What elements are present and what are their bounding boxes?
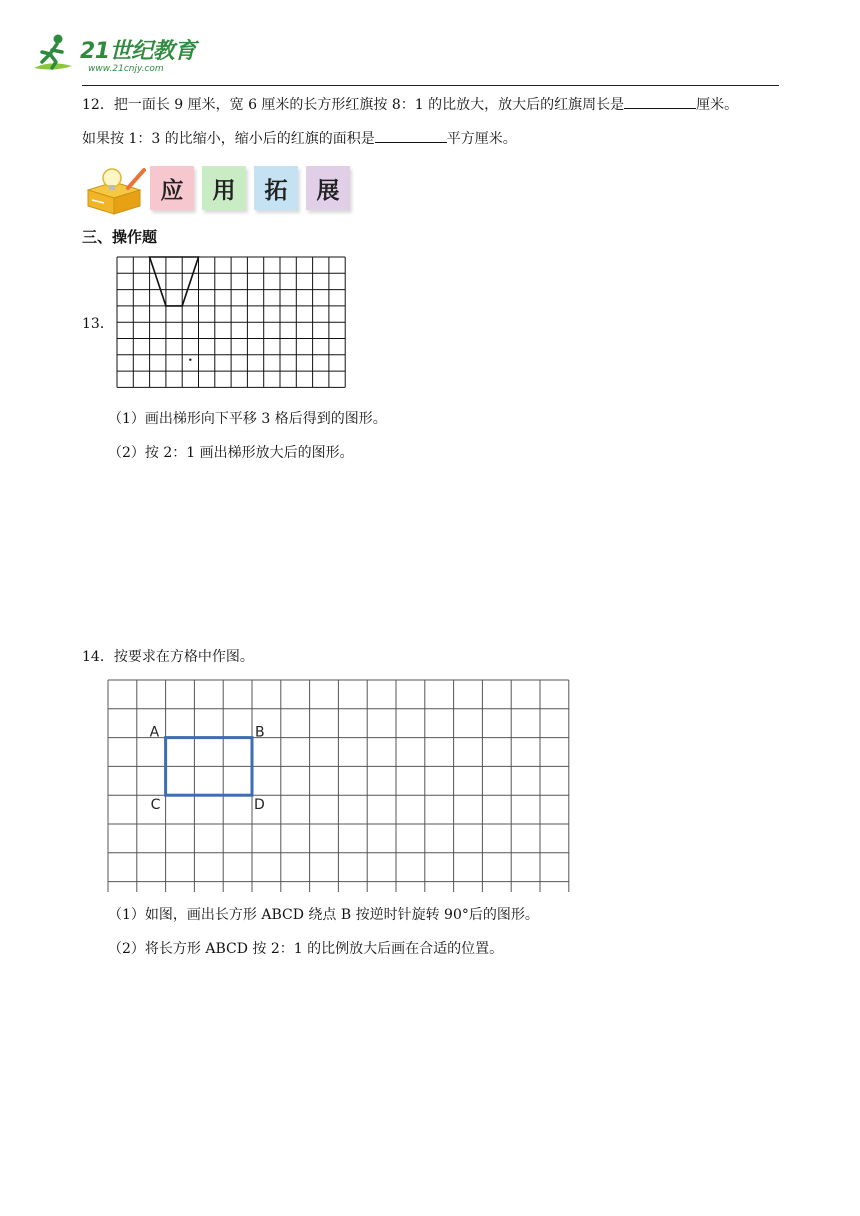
q12-text-b: 厘米。 [696, 97, 739, 113]
q14-part-1: （1）如图，画出长方形 ABCD 绕点 B 按逆时针旋转 90°后的图形。 [108, 907, 539, 923]
site-logo [28, 30, 198, 80]
runner-icon [28, 32, 80, 76]
q13-part-1: （1）画出梯形向下平移 3 格后得到的图形。 [108, 411, 387, 427]
q12-line-1 [82, 94, 738, 114]
label-d: D [254, 797, 265, 814]
label-a: A [149, 724, 160, 741]
q12-answer-blank-2[interactable] [375, 128, 447, 143]
banner-tile-yong: 用 [202, 166, 246, 210]
q12-answer-blank-1[interactable] [624, 94, 696, 109]
banner-tile-ying: 应 [150, 166, 194, 210]
q12-text-c: 如果按 1：3 的比缩小，缩小后的红旗的面积是 [82, 131, 375, 147]
q12-text-a: 12．把一面长 9 厘米，宽 6 厘米的长方形红旗按 8：1 的比放大，放大后的红旗周长是 [82, 97, 625, 113]
q14-grid[interactable] [107, 679, 570, 892]
q13-number: 13． [82, 316, 114, 332]
q13-grid[interactable] [116, 256, 362, 388]
q14-title: 14．按要求在方格中作图。 [82, 649, 254, 665]
q12-line-2 [82, 128, 517, 148]
label-c: C [150, 797, 161, 814]
banner-tile-zhan: 展 [306, 166, 350, 210]
section-banner [82, 162, 382, 214]
label-b: B [255, 724, 265, 741]
q14-part-2: （2）将长方形 ABCD 按 2：1 的比例放大后画在合适的位置。 [108, 941, 504, 957]
trapezoid-shape [150, 257, 199, 306]
header-divider [82, 85, 779, 86]
logo-text: 21世纪教育 [80, 39, 196, 64]
section-title: 三、操作题 [82, 228, 158, 246]
banner-tile-tuo: 拓 [254, 166, 298, 210]
grid-dot [189, 358, 191, 360]
q13-part-2: （2）按 2：1 画出梯形放大后的图形。 [108, 445, 354, 461]
logo-url-text: www.21cnjy.com [88, 64, 164, 74]
toolbox-icon [82, 164, 148, 216]
q12-text-d: 平方厘米。 [446, 131, 517, 147]
